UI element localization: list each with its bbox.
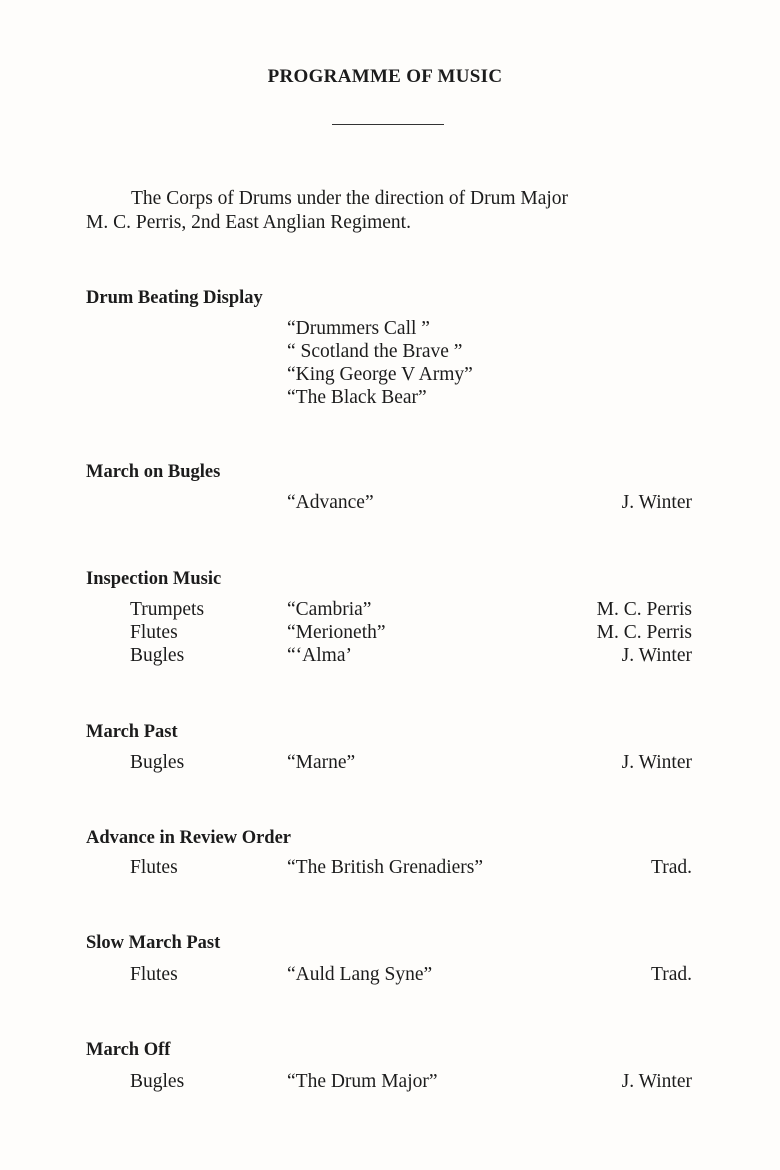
tune-title: “King George V Army” [287, 364, 473, 385]
composer: M. C. Perris [596, 622, 692, 643]
composer: M. C. Perris [596, 599, 692, 620]
section-heading-drum-beating: Drum Beating Display [86, 288, 263, 308]
composer: Trad. [651, 964, 692, 985]
section-heading-march-past: March Past [86, 722, 178, 742]
instrument: Bugles [130, 752, 185, 773]
tune-title: “Merioneth” [287, 622, 386, 643]
tune-title: “Advance” [287, 492, 374, 513]
advance-review-row [0, 857, 780, 881]
section-heading-slow-march-past: Slow March Past [86, 933, 221, 953]
instrument: Flutes [130, 622, 178, 643]
tune-title: “Marne” [287, 752, 356, 773]
composer: J. Winter [621, 1071, 692, 1092]
page-title: PROGRAMME OF MUSIC [267, 66, 503, 87]
inspection-music-row [0, 622, 780, 646]
drum-beating-tune-row [0, 387, 780, 411]
composer: J. Winter [621, 492, 692, 513]
instrument: Bugles [130, 645, 185, 666]
tune-title: “Drummers Call ” [287, 318, 430, 339]
drum-beating-tune-row [0, 364, 780, 388]
intro-line-1: The Corps of Drums under the direction of Drum Major [131, 188, 569, 209]
section-heading-march-off: March Off [86, 1040, 171, 1060]
tune-title: “Auld Lang Syne” [287, 964, 433, 985]
tune-title: “The Drum Major” [287, 1071, 438, 1092]
march-on-bugles-row [0, 492, 780, 516]
section-heading-advance-review-order: Advance in Review Order [86, 828, 292, 848]
composer: J. Winter [621, 752, 692, 773]
tune-title: “ Scotland the Brave ” [287, 341, 463, 362]
composer: J. Winter [621, 645, 692, 666]
title-divider [332, 124, 444, 125]
march-off-row [0, 1071, 780, 1095]
section-heading-inspection-music: Inspection Music [86, 569, 222, 589]
drum-beating-tune-row [0, 318, 780, 342]
instrument: Flutes [130, 857, 178, 878]
intro-paragraph [86, 187, 698, 235]
instrument: Flutes [130, 964, 178, 985]
tune-title: “The Black Bear” [287, 387, 427, 408]
tune-title: “‘Alma’ [287, 645, 352, 666]
tune-title: “Cambria” [287, 599, 372, 620]
instrument: Bugles [130, 1071, 185, 1092]
drum-beating-tune-row [0, 341, 780, 365]
march-past-row [0, 752, 780, 776]
instrument: Trumpets [130, 599, 205, 620]
intro-line-2: M. C. Perris, 2nd East Anglian Regiment. [86, 212, 411, 233]
tune-title: “The British Grenadiers” [287, 857, 484, 878]
composer: Trad. [651, 857, 692, 878]
inspection-music-row [0, 645, 780, 669]
inspection-music-row [0, 599, 780, 623]
section-heading-march-on-bugles: March on Bugles [86, 462, 221, 482]
slow-march-past-row [0, 964, 780, 988]
